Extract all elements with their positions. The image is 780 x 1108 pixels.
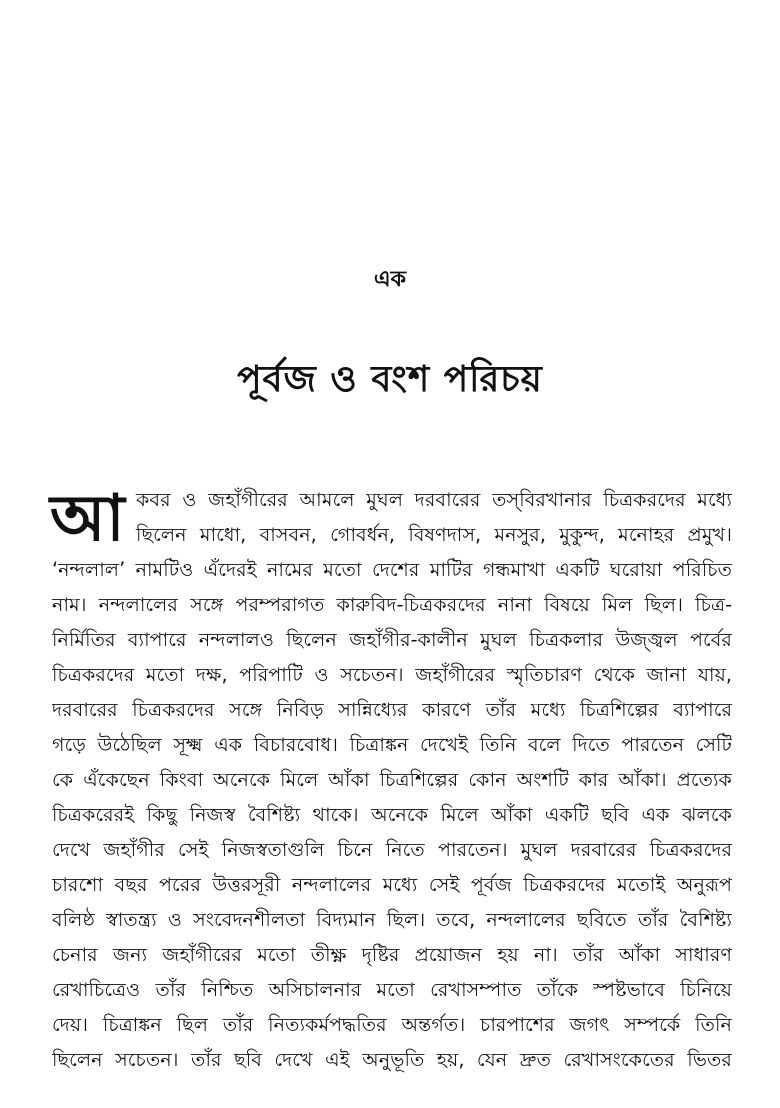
paragraph-line: নির্মিতির ব্যাপারে নন্দলালও ছিলেন জহাঁগীর-কালীন মুঘল চিত্রকলার উজ্জ্বল পর্বের — [52, 628, 732, 651]
paragraph-line: চারশো বছর পরের উত্তরসূরী নন্দলালের মধ্যে সেই পূর্বজ চিত্রকরদের মতোই অনুরূপ — [52, 873, 732, 896]
paragraph-line: কে এঁকেছেন কিংবা অনেকে মিলে আঁকা চিত্রশিল্পের কোন অংশটি কার আঁকা। প্রত্যেক — [52, 768, 732, 791]
chapter-number: এক — [373, 267, 407, 292]
paragraph-line: ছিলেন মাধো, বাসবন, গোবর্ধন, বিষণদাস, মনসুর, মুকুন্দ, মনোহর প্রমুখ। — [136, 523, 732, 546]
paragraph-line: দরবারের চিত্রকরদের সঙ্গে নিবিড় সান্নিধ্যের কারণে তাঁর মধ্যে চিত্রশিল্পের ব্যাপারে — [52, 698, 732, 721]
paragraph-line: দেখে জহাঁগীর সেই নিজস্বতাগুলি চিনে নিতে পারতেন। মুঘল দরবারের চিত্রকরদের — [52, 838, 732, 861]
paragraph-line: রেখাচিত্রেও তাঁর নিশ্চিত অসিচালনার মতো রেখাসম্পাত তাঁকে স্পষ্টভাবে চিনিয়ে — [52, 978, 732, 1001]
chapter-title: পূর্বজ ও বংশ পরিচয় — [237, 359, 543, 400]
paragraph-line: বলিষ্ঠ স্বাতন্ত্র্য ও সংবেদনশীলতা বিদ্যমান ছিল। তবে, নন্দলালের ছবিতে তাঁর বৈশিষ্ট্য — [52, 908, 732, 931]
paragraph-line: ‘নন্দলাল’ নামটিও এঁদেরই নামের মতো দেশের মাটির গন্ধমাখা একটি ঘরোয়া পরিচিত — [52, 558, 732, 581]
paragraph-line: নাম। নন্দলালের সঙ্গে পরম্পরাগত কারুবিদ-চিত্রকরদের নানা বিষয়ে মিল ছিল। চিত্র- — [52, 593, 732, 616]
paragraph-line: চেনার জন্য জহাঁগীরের মতো তীক্ষ্ণ দৃষ্টির প্রয়োজন হয় না। তাঁর আঁকা সাধারণ — [52, 943, 732, 966]
drop-cap: আ — [50, 481, 125, 556]
paragraph-line: দেয়। চিত্রাঙ্কন ছিল তাঁর নিত্যকর্মপদ্ধতির অন্তর্গত। চারপাশের জগৎ সম্পর্কে তিনি — [52, 1013, 732, 1036]
paragraph-line: চিত্রকরেরই কিছু নিজস্ব বৈশিষ্ট্য থাকে। অনেকে মিলে আঁকা একটি ছবি এক ঝলকে — [52, 803, 732, 826]
paragraph-line: কবর ও জহাঁগীরের আমলে মুঘল দরবারের তস্‌বিরখানার চিত্রকরদের মধ্যে — [136, 488, 732, 511]
paragraph-line: ছিলেন সচেতন। তাঁর ছবি দেখে এই অনুভূতি হয়, যেন দ্রুত রেখাসংকেতের ভিতর — [52, 1048, 732, 1071]
paragraph-line: চিত্রকরদের মতো দক্ষ, পরিপাটি ও সচেতন। জহাঁগীরের স্মৃতিচারণ থেকে জানা যায়, — [52, 663, 732, 686]
paragraph-line: গড়ে উঠেছিল সূক্ষ্ম এক বিচারবোধ। চিত্রাঙ্কন দেখেই তিনি বলে দিতে পারতেন সেটি — [52, 733, 732, 756]
paragraph — [52, 482, 732, 1077]
